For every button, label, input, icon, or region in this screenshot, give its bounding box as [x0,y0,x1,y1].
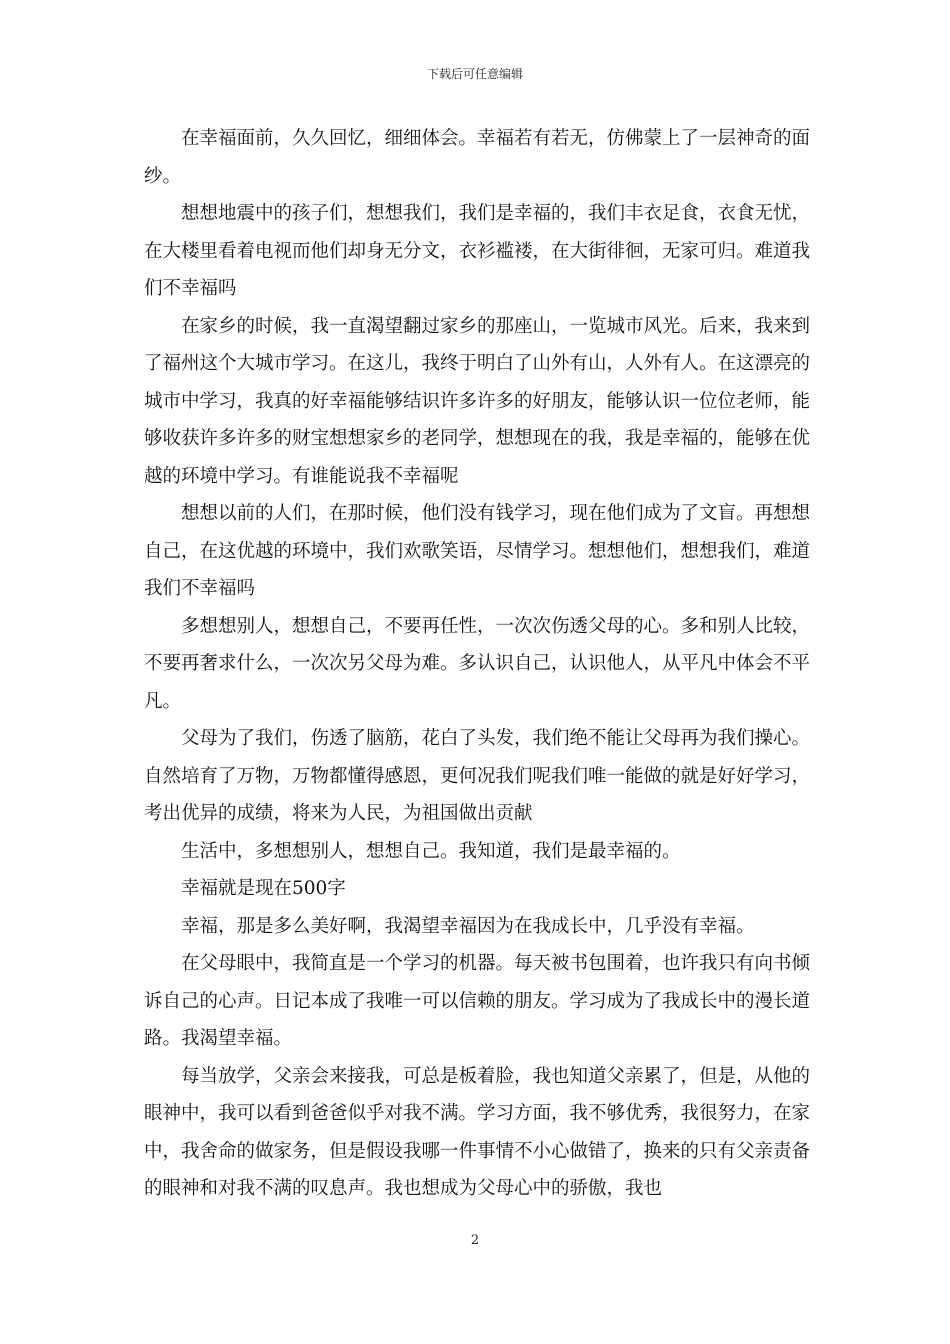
page-number: 2 [470,1233,480,1248]
page-header: 下载后可任意编辑 [426,67,523,81]
paragraph-10: 每当放学，父亲会来接我，可总是板着脸，我也知道父亲累了，但是，从他的眼神中，我可以看到爸爸似乎对我不满。学习方面，我不够优秀，我很努力，在家中，我舍命的做家务，但是假设我哪一件事情不小心做错了，换来的只有父亲责备的眼神和对我不满的叹息声。我也想成为父母心中的骄傲，我也 [144,1065,811,1199]
paragraph-5: 多想想别人，想想自己，不要再任性，一次次伤透父母的心。多和别人比较，不要再奢求什么，一次次另父母为难。多认识自己，认识他人，从平凡中体会不平凡。 [144,615,811,712]
paragraph-9: 在父母眼中，我简直是一个学习的机器。每天被书包围着，也许我只有向书倾诉自己的心声。日记本成了我唯一可以信赖的朋友。学习成为了我成长中的漫长道路。我渴望幸福。 [144,953,811,1049]
section-title: 幸福就是现在500字 [181,878,346,899]
paragraph-1: 在幸福面前，久久回忆，细细体会。幸福若有若无，仿佛蒙上了一层神奇的面纱。 [144,128,811,187]
document-body [144,120,810,1208]
paragraph-3: 在家乡的时候，我一直渴望翻过家乡的那座山，一览城市风光。后来，我来到了福州这个大城市学习。在这儿，我终于明白了山外有山，人外有人。在这漂亮的城市中学习，我真的好幸福能够结识许多许多的好朋友，能够认识一位位老师，能够收获许多许多的财宝想想家乡的老同学，想想现在的我，我是幸福的，能够在优越的环境中学习。有谁能说我不幸福呢 [144,315,811,487]
paragraph-6: 父母为了我们，伤透了脑筋，花白了头发，我们绝不能让父母再为我们操心。自然培育了万物，万物都懂得感恩，更何况我们呢我们唯一能做的就是好好学习，考出优异的成绩，将来为人民，为祖国做出贡献 [144,728,811,824]
paragraph-8: 幸福，那是多么美好啊，我渴望幸福因为在我成长中，几乎没有幸福。 [181,915,755,937]
paragraph-4: 想想以前的人们，在那时候，他们没有钱学习，现在他们成为了文盲。再想想自己，在这优越的环境中，我们欢歌笑语，尽情学习。想想他们，想想我们，难道我们不幸福吗 [144,503,811,599]
paragraph-2: 想想地震中的孩子们，想想我们，我们是幸福的，我们丰衣足食，衣食无忧，在大楼里看着电视而他们却身无分文，衣衫褴褛，在大街徘徊，无家可归。难道我们不幸福吗 [144,203,811,299]
paragraph-7: 生活中，多想想别人，想想自己。我知道，我们是最幸福的。 [181,840,681,862]
